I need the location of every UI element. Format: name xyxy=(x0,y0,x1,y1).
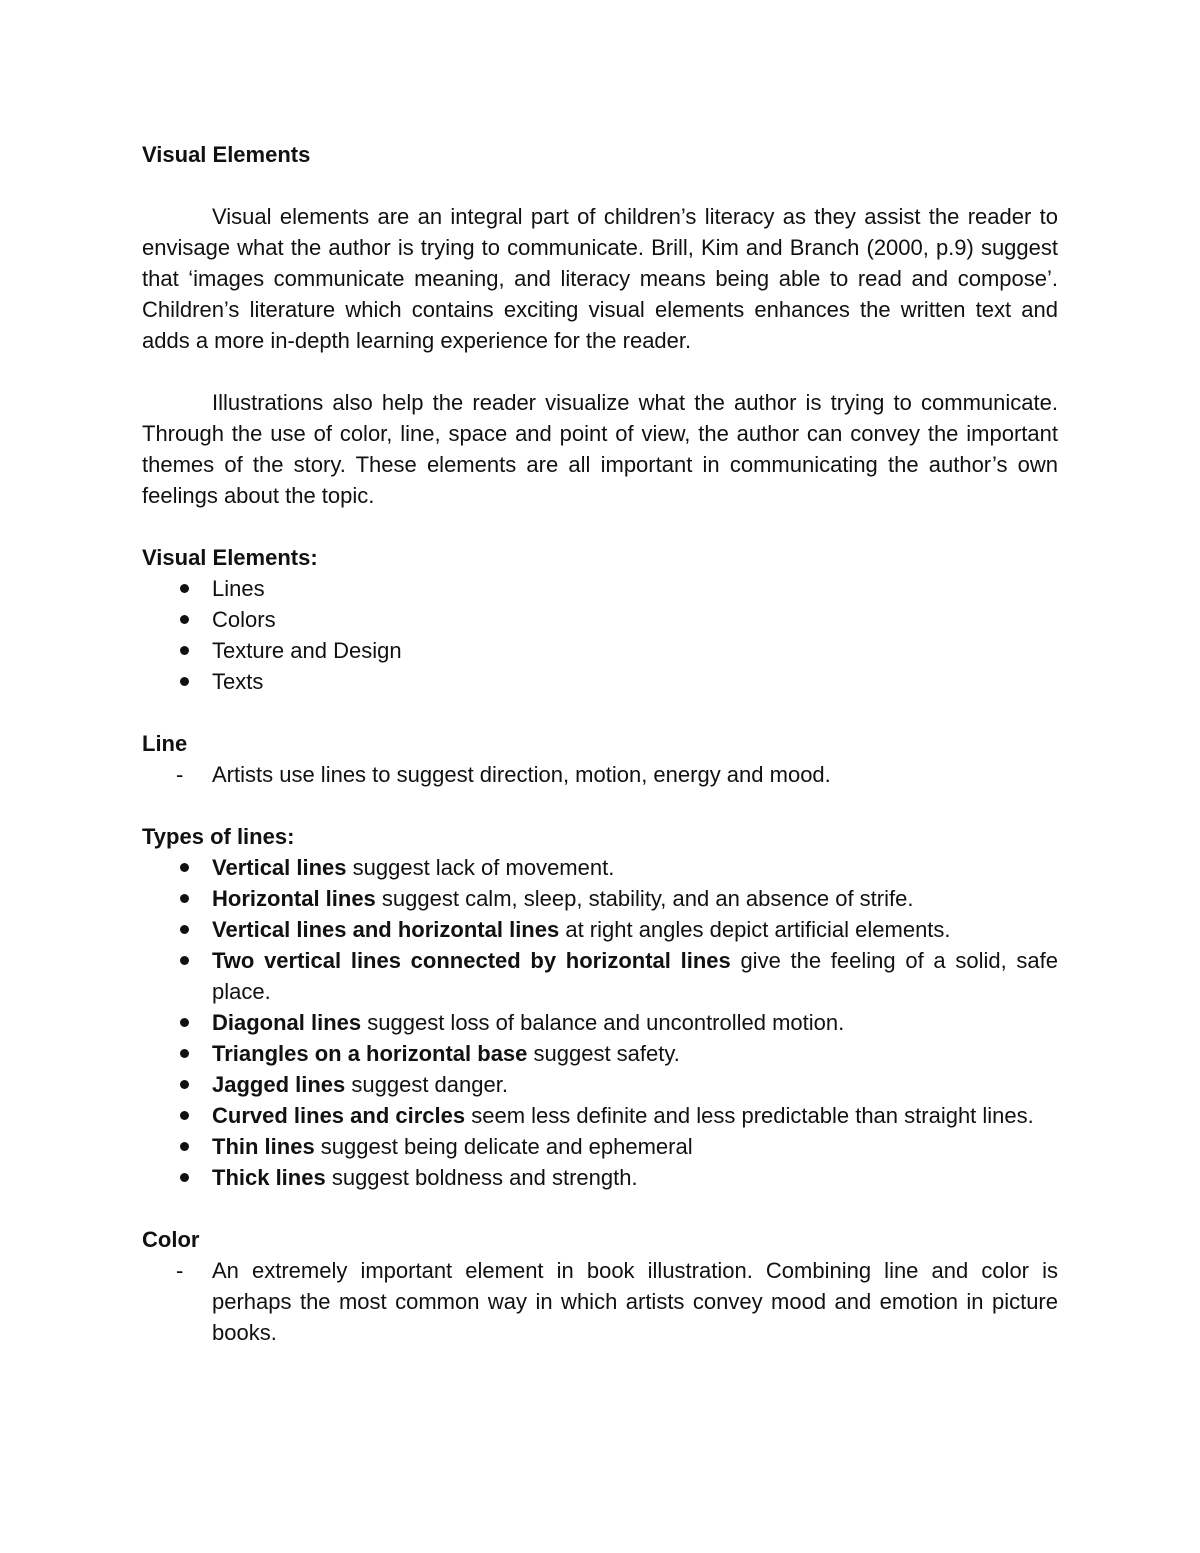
list-item xyxy=(142,666,1058,697)
term-description: suggest being delicate and ephemeral xyxy=(314,1134,693,1159)
term-description: suggest lack of movement. xyxy=(346,855,615,880)
list-item xyxy=(142,1131,1058,1162)
term: Horizontal lines xyxy=(212,886,376,911)
term: Thick lines xyxy=(212,1165,326,1190)
spacer xyxy=(142,170,1058,201)
list-item xyxy=(142,1038,1058,1069)
bullet-icon xyxy=(180,1018,189,1027)
term: Thin lines xyxy=(212,1134,315,1159)
color-description xyxy=(142,1255,1058,1348)
bullet-icon xyxy=(180,956,189,965)
bullet-icon xyxy=(180,1173,189,1182)
list-item xyxy=(142,883,1058,914)
dash-marker: - xyxy=(176,1258,184,1283)
types-list xyxy=(142,852,1058,1193)
list-item xyxy=(142,635,1058,666)
bullet-icon xyxy=(180,677,189,686)
bullet-icon xyxy=(180,646,189,655)
elements-list xyxy=(142,573,1058,697)
term-description: suggest calm, sleep, stability, and an absence of strife. xyxy=(375,886,914,911)
bullet-icon xyxy=(180,925,189,934)
term-description: give the feeling of a solid, safe place. xyxy=(212,948,1058,1004)
bullet-icon xyxy=(180,1049,189,1058)
bullet-icon xyxy=(180,863,189,872)
term: Vertical lines xyxy=(212,855,347,880)
spacer xyxy=(142,697,1058,728)
term: Diagonal lines xyxy=(212,1010,362,1035)
list-item xyxy=(142,914,1058,945)
list-item xyxy=(142,1162,1058,1193)
document-page xyxy=(142,139,1058,1348)
term-description: seem less definite and less predictable than straight lines. xyxy=(465,1103,1034,1128)
list-item xyxy=(142,1007,1058,1038)
list-item xyxy=(142,573,1058,604)
list-item-text: Texture and Design xyxy=(212,638,402,663)
term-description: suggest danger. xyxy=(345,1072,508,1097)
list-item xyxy=(142,1100,1058,1131)
list-item xyxy=(142,604,1058,635)
term-description: suggest loss of balance and uncontrolled motion. xyxy=(361,1010,845,1035)
list-item-text: Texts xyxy=(212,669,264,694)
list-item-text: Lines xyxy=(212,576,265,601)
bullet-icon xyxy=(180,1080,189,1089)
list-item xyxy=(142,1069,1058,1100)
term-description: at right angles depict artificial elements. xyxy=(559,917,951,942)
bullet-icon xyxy=(180,1111,189,1120)
list-item xyxy=(142,852,1058,883)
spacer xyxy=(142,790,1058,821)
term: Triangles on a horizontal base xyxy=(212,1041,528,1066)
term: Two vertical lines connected by horizontal lines xyxy=(212,948,731,973)
term-description: suggest boldness and strength. xyxy=(325,1165,638,1190)
line-heading: Line xyxy=(142,731,188,756)
bullet-icon xyxy=(180,1142,189,1151)
color-heading: Color xyxy=(142,1227,200,1252)
spacer xyxy=(142,356,1058,387)
term-description: suggest safety. xyxy=(527,1041,680,1066)
intro-paragraph-1: Visual elements are an integral part of children’s literacy as they assist the reader to envisage what the author is trying to communicate. Brill, Kim and Branch (2000, p.9) suggest that ‘images communicate meaning, and literacy means being able to read and compose’. Children’s literature which contains exciting visual elements enhances the written text and adds a more in-depth learning experience for the reader. xyxy=(142,204,1058,353)
spacer xyxy=(142,511,1058,542)
list-item-text: Colors xyxy=(212,607,276,632)
list-item xyxy=(142,945,1058,1007)
types-heading: Types of lines: xyxy=(142,824,295,849)
line-description-text: Artists use lines to suggest direction, motion, energy and mood. xyxy=(212,762,831,787)
term: Jagged lines xyxy=(212,1072,346,1097)
bullet-icon xyxy=(180,615,189,624)
spacer xyxy=(142,1193,1058,1224)
color-description-text: An extremely important element in book illustration. Combining line and color is perhaps the most common way in which artists convey mood and emotion in picture books. xyxy=(212,1258,1058,1345)
intro-paragraph-2: Illustrations also help the reader visualize what the author is trying to communicate. Through the use of color, line, space and point of view, the author can convey the important themes of the story. These elements are all important in communicating the author’s own feelings about the topic. xyxy=(142,390,1058,508)
line-description xyxy=(142,759,1058,790)
bullet-icon xyxy=(180,584,189,593)
bullet-icon xyxy=(180,894,189,903)
dash-marker: - xyxy=(176,762,184,787)
document-title: Visual Elements xyxy=(142,142,311,167)
elements-heading: Visual Elements: xyxy=(142,545,318,570)
term: Vertical lines and horizontal lines xyxy=(212,917,560,942)
term: Curved lines and circles xyxy=(212,1103,466,1128)
